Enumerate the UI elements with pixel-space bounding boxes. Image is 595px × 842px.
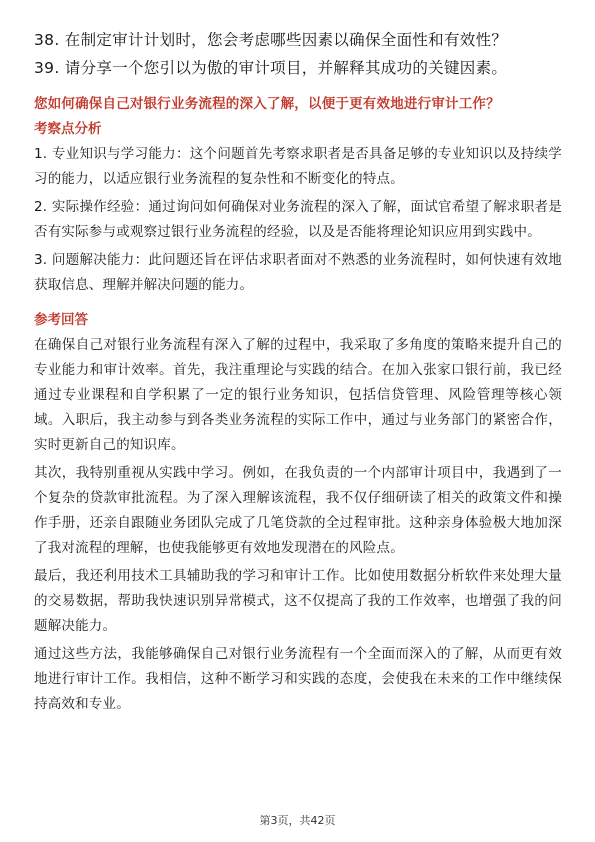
answer-paragraph-1: 在确保自己对银行业务流程有深入了解的过程中，我采取了多角度的策略来提升自己的专业能力和审计效率。首先，我注重理论与实践的结合。在加入张家口银行前，我已经通过专业课程和自学积累了一定的银行业务知识，包括信贷管理、风险管理等核心领域。入职后，我主动参与到各类业务流程的实际工作中，通过与业务部门的紧密合作，实时更新自己的知识库。 (34, 337, 562, 453)
answer-paragraph-2: 其次，我特别重视从实践中学习。例如，在我负责的一个内部审计项目中，我遇到了一个复杂的贷款审批流程。为了深入理解该流程，我不仅仔细研读了相关的政策文件和操作手册，还亲自跟随业务团队完成了几笔贷款的全过程审批。这种亲身体验极大地加深了我对流程的理解，也使我能够更有效地发现潜在的风险点。 (34, 465, 562, 556)
section-spacer (34, 301, 562, 307)
analysis-point-2: 2. 实际操作经验：通过询问如何确保对业务流程的深入了解，面试官希望了解求职者是否有实际参与或观察过银行业务流程的经验，以及是否能将理论知识应用到实践中。 (34, 199, 562, 240)
analysis-heading: 考察点分析 (34, 121, 102, 137)
main-question-heading: 您如何确保自己对银行业务流程的深入了解，以便于更有效地进行审计工作？ (34, 96, 500, 112)
question-39: 39. 请分享一个您引以为傲的审计项目，并解释其成功的关键因素。 (34, 59, 508, 77)
question-38: 38. 在制定审计计划时，您会考虑哪些因素以确保全面性和有效性？ (34, 31, 508, 49)
analysis-point-1: 1. 专业知识与学习能力：这个问题首先考察求职者是否具备足够的专业知识以及持续学习的能力，以适应银行业务流程的复杂性和不断变化的特点。 (34, 146, 562, 187)
page-footer: 第3页，共42页 (259, 814, 336, 827)
qa-section (34, 92, 562, 720)
answer-paragraph-4: 通过这些方法，我能够确保自己对银行业务流程有一个全面而深入的了解，从而更有效地进行审计工作。我相信，这种不断学习和实践的态度，会使我在未来的工作中继续保持高效和专业。 (34, 646, 562, 712)
question-list (34, 26, 564, 82)
analysis-point-3: 3. 问题解决能力：此问题还旨在评估求职者面对不熟悉的业务流程时，如何快速有效地获取信息、理解并解决问题的能力。 (34, 252, 562, 293)
answer-paragraph-3: 最后，我还利用技术工具辅助我的学习和审计工作。比如使用数据分析软件来处理大量的交易数据，帮助我快速识别异常模式，这不仅提高了我的工作效率，也增强了我的问题解决能力。 (34, 568, 562, 634)
answer-heading: 参考回答 (34, 312, 88, 328)
